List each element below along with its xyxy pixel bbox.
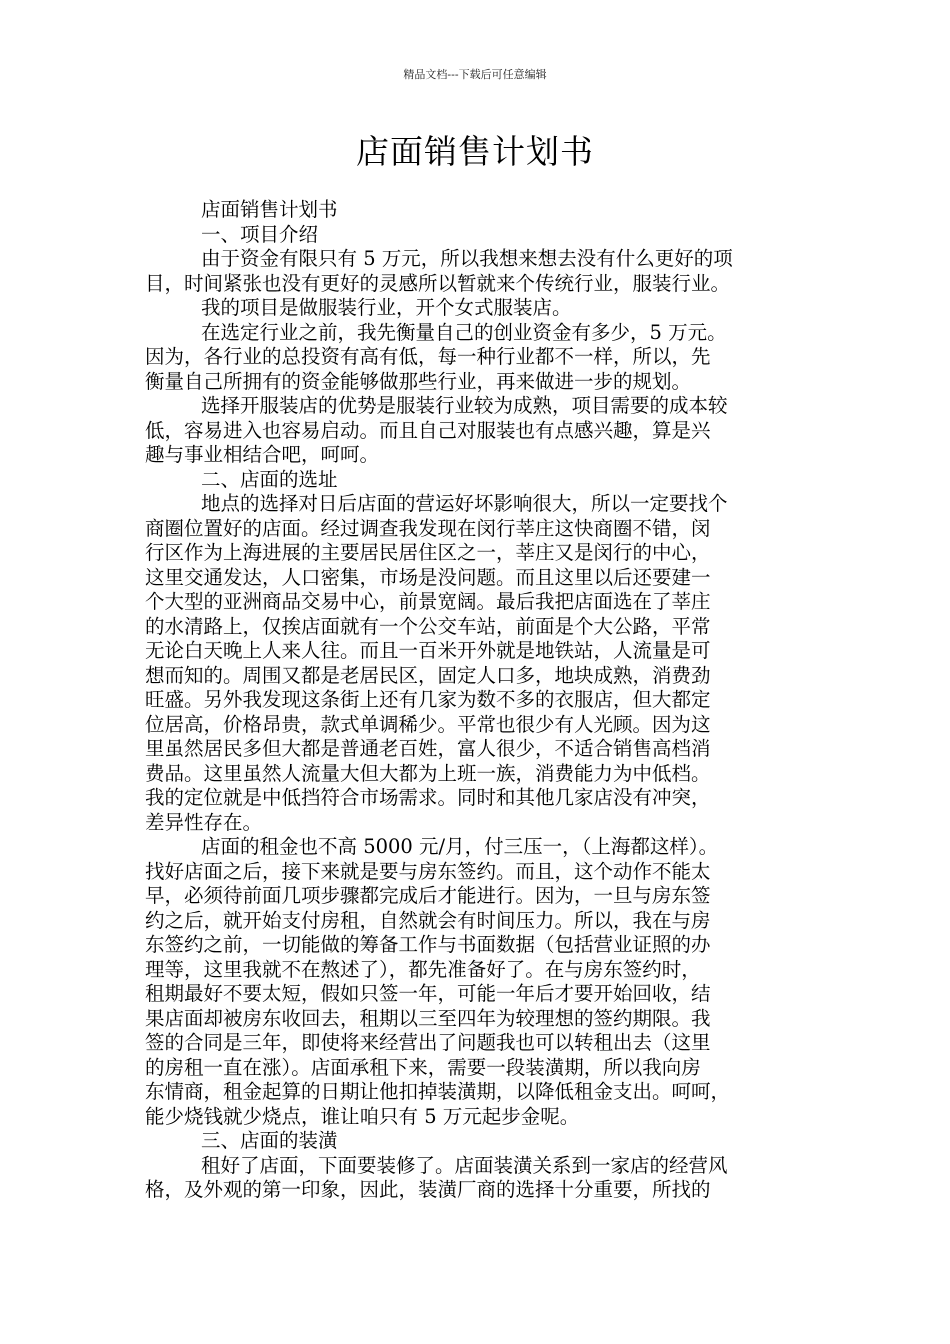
text-line: 费品。这里虽然人流量大但大都为上班一族，消费能力为中低档。 xyxy=(145,761,711,785)
text-line: 无论白天晚上人来人往。而且一百米开外就是地铁站，人流量是可 xyxy=(145,639,711,662)
text-line: 店面销售计划书 xyxy=(201,198,338,221)
text-line: 我的项目是做服装行业，开个女式服装店。 xyxy=(201,296,572,319)
text-line: 租期最好不要太短，假如只签一年，可能一年后才要开始回收，结 xyxy=(145,982,711,1005)
text-line: 在选定行业之前，我先衡量自己的创业资金有多少，5 万元。 xyxy=(201,320,727,344)
text-line: 选择开服装店的优势是服装行业较为成熟，项目需要的成本较 xyxy=(201,394,728,417)
text-line: 能少烧钱就少烧点，谁让咱只有 5 万元起步金呢。 xyxy=(145,1104,580,1128)
text-line: 旺盛。另外我发现这条街上还有几家为数不多的衣服店，但大都定 xyxy=(145,688,711,711)
text-line: 格，及外观的第一印象，因此，装潢厂商的选择十分重要，所找的 xyxy=(145,1178,711,1201)
text-line: 里虽然居民多但大都是普通老百姓，富人很少，不适合销售高档消 xyxy=(145,737,711,760)
text-line: 三、店面的装潢 xyxy=(201,1129,338,1152)
text-line: 签的合同是三年，即使将来经营出了问题我也可以转租出去（这里 xyxy=(145,1031,711,1054)
text-line: 二、店面的选址 xyxy=(201,467,338,491)
text-line: 找好店面之后，接下来就是要与房东签约。而且，这个动作不能太 xyxy=(145,859,711,883)
text-line: 的房租一直在涨）。店面承租下来，需要一段装潢期，所以我向房 xyxy=(145,1055,701,1079)
text-line: 一、项目介绍 xyxy=(201,222,319,246)
text-line: 约之后，就开始支付房租，自然就会有时间压力。所以，我在与房 xyxy=(145,908,711,932)
text-line: 目，时间紧张也没有更好的灵感所以暂就来个传统行业，服装行业。 xyxy=(145,271,731,295)
document-body xyxy=(145,198,805,1203)
text-line: 地点的选择对日后店面的营运好坏影响很大，所以一定要找个 xyxy=(201,492,728,515)
text-line: 想而知的。周围又都是老居民区，固定人口多，地块成熟，消费劲 xyxy=(145,663,711,687)
text-line: 早，必须待前面几项步骤都完成后才能进行。因为，一旦与房东签 xyxy=(145,884,711,907)
text-line: 东签约之前，一切能做的筹备工作与书面数据（包括营业证照的办 xyxy=(145,933,711,956)
text-line: 东情商，租金起算的日期让他扣掉装潢期，以降低租金支出。呵呵， xyxy=(145,1080,731,1103)
text-line: 的水清路上，仅挨店面就有一个公交车站，前面是个大公路，平常 xyxy=(145,614,711,638)
text-line: 趣与事业相结合吧，呵呵。 xyxy=(145,443,380,466)
text-line: 位居高，价格昂贵，款式单调稀少。平常也很少有人光顾。因为这 xyxy=(145,712,711,736)
text-line: 低，容易进入也容易启动。而且自己对服装也有点感兴趣，算是兴 xyxy=(145,418,711,442)
text-line: 由于资金有限只有 5 万元，所以我想来想去没有什么更好的项 xyxy=(201,247,733,270)
text-line: 个大型的亚洲商品交易中心，前景宽阔。最后我把店面选在了莘庄 xyxy=(145,590,711,613)
text-line: 果店面却被房东收回去，租期以三至四年为较理想的签约期限。我 xyxy=(145,1006,711,1030)
document-title: 店面销售计划书 xyxy=(356,132,594,171)
text-line: 租好了店面，下面要装修了。店面装潢关系到一家店的经营风 xyxy=(201,1153,728,1177)
text-line: 衡量自己所拥有的资金能够做那些行业，再来做进一步的规划。 xyxy=(145,369,692,393)
text-line: 店面的租金也不高 5000 元/月，付三压一，（上海都这样）。 xyxy=(201,835,719,858)
text-line: 这里交通发达，人口密集，市场是没问题。而且这里以后还要建一 xyxy=(145,565,711,589)
page-header: 精品文档---下载后可任意编辑 xyxy=(403,68,547,81)
text-line: 行区作为上海进展的主要居民居住区之一，莘庄又是闵行的中心， xyxy=(145,541,711,564)
text-line: 商圈位置好的店面。经过调查我发现在闵行莘庄这快商圈不错，闵 xyxy=(145,516,711,540)
text-line: 差异性存在。 xyxy=(145,810,263,834)
text-line: 因为，各行业的总投资有高有低，每一种行业都不一样，所以，先 xyxy=(145,345,711,368)
text-line: 理等，这里我就不在熬述了），都先准备好了。在与房东签约时， xyxy=(145,957,701,981)
text-line: 我的定位就是中低挡符合市场需求。同时和其他几家店没有冲突， xyxy=(145,786,711,809)
